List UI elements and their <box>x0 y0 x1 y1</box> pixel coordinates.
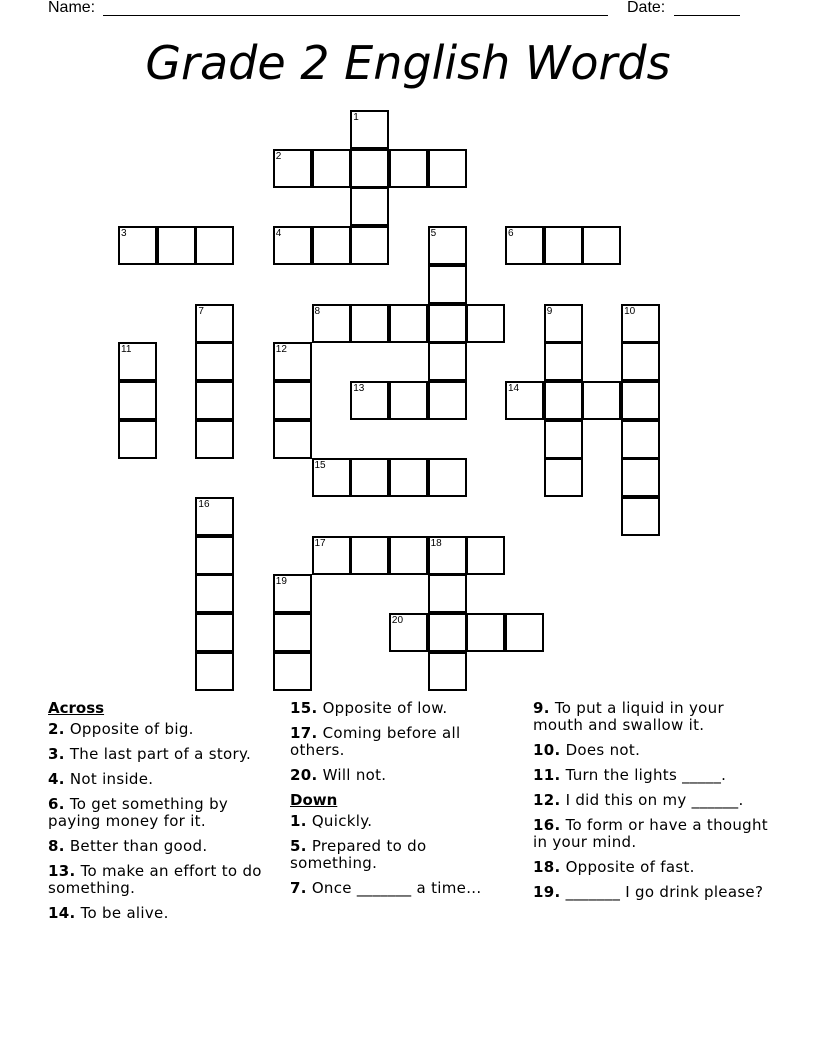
cell-number: 9 <box>546 305 553 317</box>
clue-text: Not inside. <box>69 770 154 788</box>
crossword-cell[interactable] <box>350 304 389 343</box>
crossword-cell[interactable] <box>428 342 467 381</box>
clue-text: The last part of a story. <box>69 745 252 763</box>
crossword-cell[interactable] <box>466 536 505 575</box>
crossword-cell[interactable] <box>118 381 157 420</box>
cell-number: 15 <box>314 460 326 472</box>
clue-text: Coming before all others. <box>290 724 461 759</box>
crossword-cell[interactable] <box>195 652 234 691</box>
clues-column-1 <box>48 700 273 930</box>
crossword-cell[interactable] <box>428 536 467 575</box>
cell-number: 2 <box>275 150 282 162</box>
clue-text: To get something by paying money for it. <box>48 795 229 830</box>
cell-number: 3 <box>121 228 127 240</box>
crossword-cell[interactable] <box>350 110 389 149</box>
across-clue <box>48 838 273 855</box>
down-clue <box>533 767 768 784</box>
crossword-cell[interactable] <box>582 381 621 420</box>
crossword-cell[interactable] <box>273 226 312 265</box>
cell-number: 11 <box>121 344 132 356</box>
page-title: Grade 2 English Words <box>145 36 671 90</box>
crossword-cell[interactable] <box>273 652 312 691</box>
crossword-cell[interactable] <box>195 420 234 459</box>
down-heading: Down <box>290 791 338 809</box>
crossword-cell[interactable] <box>428 652 467 691</box>
crossword-cell[interactable] <box>389 381 428 420</box>
crossword-cell[interactable] <box>505 226 544 265</box>
clue-number: 5. <box>290 837 307 855</box>
across-clue <box>290 725 505 759</box>
crossword-cell[interactable] <box>544 458 583 497</box>
cell-number: 17 <box>314 537 326 549</box>
crossword-cell[interactable] <box>389 458 428 497</box>
crossword-cell[interactable] <box>157 226 196 265</box>
cell-number: 10 <box>624 305 636 317</box>
crossword-cell[interactable] <box>350 187 389 226</box>
down-clue <box>533 859 768 876</box>
clue-text: To be alive. <box>80 904 169 922</box>
crossword-cell[interactable] <box>544 226 583 265</box>
cell-number: 16 <box>198 499 210 510</box>
clue-number: 14. <box>48 904 76 922</box>
crossword-cell[interactable] <box>195 381 234 420</box>
across-clue <box>48 796 273 830</box>
crossword-cell[interactable] <box>544 381 583 420</box>
clue-number: 11. <box>533 766 561 784</box>
down-clue <box>533 700 768 734</box>
crossword-cell[interactable] <box>312 304 351 343</box>
down-clue <box>290 838 505 872</box>
crossword-cell[interactable] <box>621 497 660 536</box>
crossword-cell[interactable] <box>428 149 467 188</box>
clue-text: Prepared to do something. <box>290 837 427 872</box>
clues-column-2 <box>290 700 505 905</box>
clue-number: 16. <box>533 816 561 834</box>
clue-number: 8. <box>48 837 65 855</box>
clue-number: 12. <box>533 791 561 809</box>
clue-text: Opposite of big. <box>69 720 194 738</box>
cell-number: 12 <box>275 344 287 356</box>
crossword-cell[interactable] <box>621 420 660 459</box>
down-clue <box>533 792 768 809</box>
clue-number: 9. <box>533 699 550 717</box>
crossword-cell[interactable] <box>389 304 428 343</box>
crossword-cell[interactable] <box>428 226 467 265</box>
crossword-cell[interactable] <box>273 342 312 381</box>
crossword-cell[interactable] <box>312 226 351 265</box>
crossword-cell[interactable] <box>389 149 428 188</box>
cell-number: 4 <box>275 228 282 240</box>
crossword-cell[interactable] <box>428 265 467 304</box>
down-clue <box>533 884 768 901</box>
crossword-cell[interactable] <box>195 226 234 265</box>
clue-number: 13. <box>48 862 76 880</box>
cell-number: 19 <box>275 576 287 588</box>
name-field-line[interactable] <box>103 15 608 16</box>
cell-number: 6 <box>508 228 514 240</box>
crossword-cell[interactable] <box>350 536 389 575</box>
date-label: Date: <box>627 0 666 16</box>
clue-number: 2. <box>48 720 65 738</box>
date-field-line[interactable] <box>674 15 740 16</box>
clue-text: Opposite of low. <box>322 699 448 717</box>
clue-number: 18. <box>533 858 561 876</box>
crossword-cell[interactable] <box>195 613 234 652</box>
crossword-cell[interactable] <box>621 458 660 497</box>
cell-number: 14 <box>508 382 520 394</box>
clue-text: Better than good. <box>69 837 208 855</box>
crossword-cell[interactable] <box>273 149 312 188</box>
down-clue <box>290 880 505 897</box>
crossword-cell[interactable] <box>466 304 505 343</box>
crossword-cell[interactable] <box>428 458 467 497</box>
crossword-cell[interactable] <box>389 536 428 575</box>
crossword-cell[interactable] <box>118 420 157 459</box>
cell-number: 13 <box>353 382 365 394</box>
clue-number: 15. <box>290 699 318 717</box>
cell-number: 5 <box>430 228 437 240</box>
crossword-cell[interactable] <box>273 381 312 420</box>
crossword-cell[interactable] <box>621 342 660 381</box>
crossword-cell[interactable] <box>428 304 467 343</box>
down-clue <box>290 813 505 830</box>
crossword-cell[interactable] <box>582 226 621 265</box>
crossword-cell[interactable] <box>350 226 389 265</box>
crossword-cell[interactable] <box>389 613 428 652</box>
crossword-cell[interactable] <box>350 381 389 420</box>
clue-text: Quickly. <box>311 812 373 830</box>
crossword-cell[interactable] <box>428 574 467 613</box>
across-clue <box>290 767 505 784</box>
crossword-cell[interactable] <box>312 458 351 497</box>
clue-text: I did this on my ______. <box>565 791 744 809</box>
crossword-cell[interactable] <box>621 304 660 343</box>
clue-number: 1. <box>290 812 307 830</box>
clue-number: 20. <box>290 766 318 784</box>
clues-column-3 <box>533 700 768 909</box>
crossword-cell[interactable] <box>195 574 234 613</box>
clue-number: 4. <box>48 770 65 788</box>
crossword-cell[interactable] <box>505 613 544 652</box>
cell-number: 8 <box>314 305 321 317</box>
crossword-cell[interactable] <box>621 381 660 420</box>
across-clue <box>48 721 273 738</box>
crossword-cell[interactable] <box>273 574 312 613</box>
cell-number: 1 <box>353 112 359 123</box>
down-clue <box>533 817 768 851</box>
clue-text: To make an effort to do something. <box>48 862 262 897</box>
header-row <box>0 0 816 22</box>
crossword-cell[interactable] <box>312 149 351 188</box>
crossword-cell[interactable] <box>195 342 234 381</box>
clue-text: To form or have a thought in your mind. <box>533 816 768 851</box>
clue-text: Turn the lights _____. <box>565 766 727 784</box>
crossword-cell[interactable] <box>505 381 544 420</box>
across-clue <box>48 905 273 922</box>
crossword-cell[interactable] <box>195 304 234 343</box>
crossword-cell[interactable] <box>118 342 157 381</box>
clue-number: 6. <box>48 795 65 813</box>
crossword-cell[interactable] <box>428 613 467 652</box>
crossword-cell[interactable] <box>118 226 157 265</box>
cell-number: 20 <box>391 615 404 627</box>
crossword-cell[interactable] <box>428 381 467 420</box>
crossword-cell[interactable] <box>350 149 389 188</box>
down-clue <box>533 742 768 759</box>
clue-text: To put a liquid in your mouth and swallow it. <box>533 699 724 734</box>
clue-text: Opposite of fast. <box>565 858 695 876</box>
clue-number: 19. <box>533 883 561 901</box>
across-clue <box>48 863 273 897</box>
clue-number: 10. <box>533 741 561 759</box>
crossword-cell[interactable] <box>544 342 583 381</box>
across-clue <box>48 746 273 763</box>
crossword-cell[interactable] <box>273 420 312 459</box>
crossword-cell[interactable] <box>195 497 234 536</box>
clue-number: 3. <box>48 745 65 763</box>
crossword-cell[interactable] <box>350 458 389 497</box>
crossword-cell[interactable] <box>273 613 312 652</box>
clue-text: _______ I go drink please? <box>565 883 764 901</box>
clue-text: Will not. <box>322 766 387 784</box>
across-clue <box>290 700 505 717</box>
crossword-cell[interactable] <box>544 420 583 459</box>
cell-number: 18 <box>430 537 442 549</box>
clue-number: 7. <box>290 879 307 897</box>
across-heading: Across <box>48 699 105 717</box>
crossword-cell[interactable] <box>466 613 505 652</box>
name-label: Name: <box>48 0 96 16</box>
crossword-cell[interactable] <box>312 536 351 575</box>
clue-text: Once _______ a time... <box>311 879 482 897</box>
across-clue <box>48 771 273 788</box>
crossword-cell[interactable] <box>544 304 583 343</box>
clue-number: 17. <box>290 724 318 742</box>
crossword-cell[interactable] <box>195 536 234 575</box>
clue-text: Does not. <box>565 741 641 759</box>
cell-number: 7 <box>198 305 204 317</box>
